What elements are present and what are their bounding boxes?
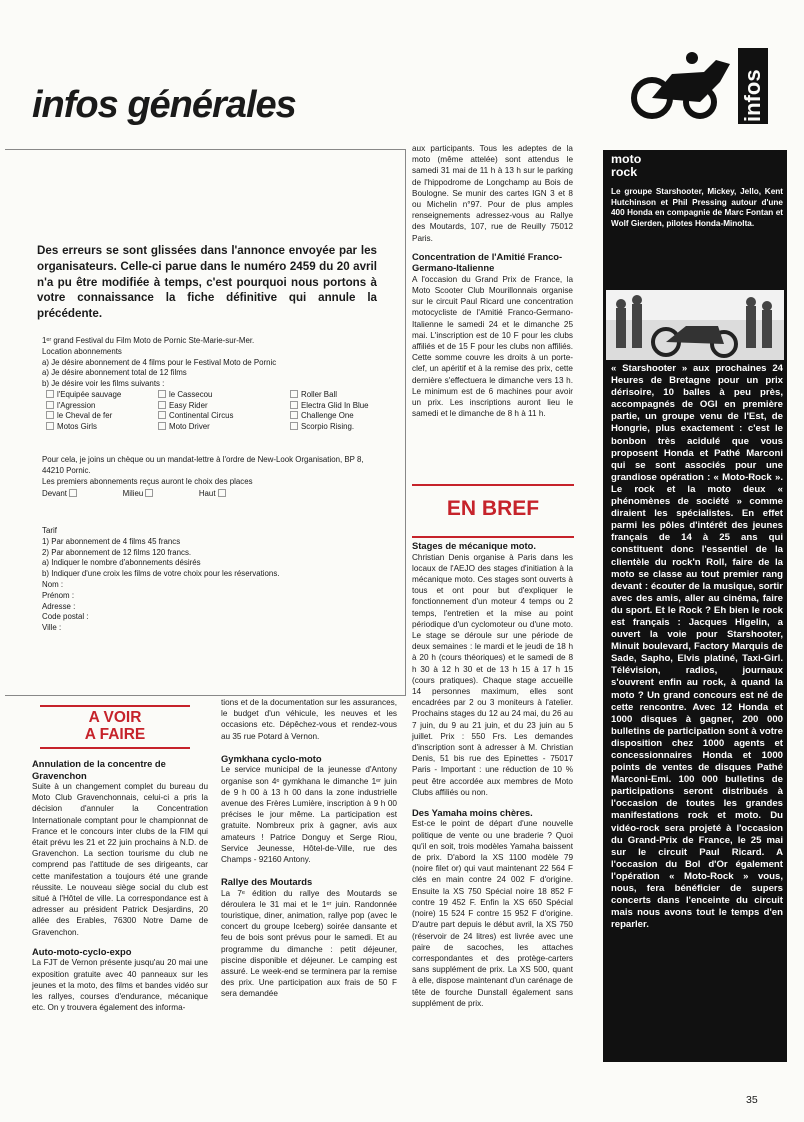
- field-ville[interactable]: Ville :: [42, 623, 62, 633]
- column-3-bottom: [412, 540, 573, 1009]
- festival-title: 1ᵉʳ grand Festival du Film Moto de Pornic Ste-Marie-sur-Mer.: [42, 336, 255, 345]
- places-text: Les premiers abonnements reçus auront le choix des places: [42, 476, 253, 486]
- checkbox[interactable]: [46, 401, 54, 409]
- seat-milieu[interactable]: Milieu: [123, 489, 157, 498]
- text-vernon-cont: tions et de la documentation sur les assurances, le budget d'un véhicule, les neuves et les occasions etc. Dépêchez-vous et rendez-vous au 35 rue Potard à Vernon.: [221, 698, 397, 741]
- text-stages: Christian Denis organise à Paris dans les locaux de l'AEJO des stages d'initiation à la mécanique moto. Ces stages sont ouverts à tous et ont pour but d'expliquer le fonctionnement d'un moteur 4 temps ou 2 temps, l'entretien et la mise au point périodique d'un cyclomoteur ou d'une moto. Le stage se déroule sur une période de deux semaines : le mardi et le jeudi de 18 h à 20 h (cours théoriques) et le samedi de 8 h 30 à 12 h 30 et de 13 h 15 à 17 h 15 (cours pratiques). Chaque stage accueille 14 personnes maximum, elles sont encadrées par 2 ou 3 moniteurs à l'atelier. Prochains stages du 12 au 24 mai, du 26 au 7 juin, du 9 au 21 juin, et du 23 juin au 5 juillet. Prix : 550 Frs. Les demandes d'inscription sont à adresser à M. Christian Denis, 51 bis rue des Epinettes - 75017 Paris - Important : une réduction de 10 % peut être accordée aux membres de Moto Clubs affiliés ou non.: [412, 552, 573, 797]
- seat-haut[interactable]: Haut: [199, 489, 229, 498]
- logo-text: infos: [740, 69, 765, 122]
- heading-concentration: Concentration de l'Amitié Franco-Germano-Italienne: [412, 250, 563, 274]
- field-prenom[interactable]: Prénom :: [42, 590, 75, 600]
- page-number: 35: [746, 1094, 758, 1106]
- form-tarif: [42, 526, 382, 634]
- checkbox[interactable]: [46, 422, 54, 430]
- text-yamaha: Est-ce le point de départ d'une nouvelle politique de vente ou une braderie ? Quoi qu'il en soit, trois modèles Yamaha baissent de prix. D'abord la XS 1100 modèle 79 (noire filet or) qui vaut maintenant 22 564 F clés en main contre 24 002 F d'origine. Ensuite la XS 750 Spécial noire 18 852 F contre 19 452 F. Enfin la XS 650 Spécial (noire) 15 524 F contre 15 952 F d'origine. D'autre part depuis le début avril, la XS 750 (réservoir de 24 litres) est livrée avec une paire de sacoches, les attaches correspondantes et des protège-carters sans supplément de prix. La XS 500, quant à elle, dispose maintenant d'un carénage de tête de fourche Dunstall également sans supplément de prix.: [412, 819, 573, 1008]
- column-1: [32, 758, 208, 1013]
- text-moutards: La 7ᵉ édition du rallye des Moutards se déroulera le 31 mai et le 1ᵉʳ juin. Randonnée touristique, diner, animation, rallye pop (avec le concert du groupe Iceberg) soirée dansante et feu de bois sont prévus pour le samedi. Et au programme du dimanche : petit déjeuner, piscine disponible et déjeuner. Le camping est assuré. Le week-end se terminera par la remise des prix. Une participation aux frais de 50 F sera demandée: [221, 888, 397, 999]
- heading-gravenchon: Annulation de la concentre de Gravenchon: [32, 758, 166, 781]
- checkbox[interactable]: [46, 390, 54, 398]
- sidebar-article: « Starshooter » aux prochaines 24 Heures de Bretagne pour un prix dérisoire, 10 balles à peu près, accompagnés de OGI en première partie, un groupe venu de l'Est, de Hongrie, plus exactement : c'est le bonbon très acidulé que vous proposent Honda et Pathé Marconi qui se sont associés pour une grandiose opération : « Moto-Rock ». Le rock et la moto deux « phénomènes de société » comme diraient les spécialistes. En effet parmi les pôles d'intérêt des jeunes français de 14 à 25 ans qui constituent donc l'essentiel de la clientèle du rock'n Roll, faire de la moto se classe au tout premier rang devant : écouter de la musique, sortir avec des amis, aller au cinéma, faire du sport. Et le Rock ? Eh bien le rock est français : Jacques Higelin, a ouvert la voie pour Starshooter, Minuit boulevard, Factory Marquis de Sade, Sapho, Elvis platiné, Taxi-Girl. Télévision, radios, journaux s'ouvrent enfin au rock, à quand la moto ? Un grand concours est né de cette rencontre. Avec 12 Honda et 1000 disques à gagner, 200 000 bulletins de participation sont à votre disposition chez 1000 agents et concessionnaires Honda et 1000 points de ventes de disques Pathé Marconi-Emi. 100 000 bulletins de participations seront distribués à l'occasion de toutes les grandes manifestations rock et moto. Du vidéo-rock sera projeté à l'occasion du Grand-Prix de France, le 25 mai sur le circuit Paul Ricard. A l'occasion du Bol d'Or également l'opération « Moto-Rock » vous, nous, fera bénéficier de supers concerts dans l'enceinte du circuit mais nous avons tout le temps d'en reparler.: [611, 363, 783, 931]
- option-a-12films[interactable]: a) Je désire abonnement total de 12 films: [42, 368, 187, 378]
- seat-devant[interactable]: Devant: [42, 489, 80, 498]
- checkbox[interactable]: [46, 411, 54, 419]
- text-moutards-cont: aux participants. Tous les adeptes de la moto (même attelée) sont attendus le samedi 31 mai de 11 h à 13 h sur le parking de l'hippodrome de Longchamp au Bois de Boulogne. Se munir des cartes IGN 3 et 8 ou Michelin n°97. Pour de plus amples renseignements adressez-vous au Rallye des Moutards, 107, rue de Reuilly 75012 Paris.: [412, 144, 573, 243]
- checkbox[interactable]: [158, 422, 166, 430]
- checkbox[interactable]: [290, 422, 298, 430]
- checkbox[interactable]: [290, 390, 298, 398]
- tarif-b: b) Indiquer d'une croix les films de votre choix pour les réservations.: [42, 569, 280, 579]
- checkbox[interactable]: [158, 411, 166, 419]
- heading-yamaha: Des Yamaha moins chères.: [412, 806, 533, 818]
- checkbox[interactable]: [290, 401, 298, 409]
- heading-gymkhana: Gymkhana cyclo-moto: [221, 752, 322, 764]
- checkbox[interactable]: [158, 390, 166, 398]
- text-concentration: A l'occasion du Grand Prix de France, la Moto Scooter Club Mourillonnais organise sur le circuit Paul Ricard une concentration motocycliste de l'Amitié Franco-Germano-Italienne le samedi 24 et le dimanche 25 mai. L'inscription est de 10 F pour les clubs affiliés et de 15 F pour les clubs non affiliés. Cette somme couvre les droits à un porte-clef, un apéritif et à la remise des prix, cette dernière s'effectuera le dimanche vers 13 h. Le minimum est de 6 machines pour avoir un prix. Les inscriptions auront lieu le samedi et le dimanche de 8 h à 11 h.: [412, 274, 573, 419]
- text-gravenchon: Suite à un changement complet du bureau du Moto Club Gravenchonnais, celui-ci a pris la décision d'annuler la Concentration Internationale comptant pour le championnat de France et le concours inter clubs de la FIM qui était prévu les 21 et 22 juin prochains à N.D. de Gravenchon. La section tourisme du club ne comprend pas l'attitude de ses dirigeants, car cette manifestation a toujours été une grande réussite. Le nouveau siège social du club est situé à l'Hôtel de ville. La correspondance est à adresser au président Patrick Desjardins, 20 allée des Erables, 76300 Notre Dame de Gravenchon.: [32, 782, 208, 937]
- motorcycle-logo-icon: [612, 46, 772, 126]
- location-label: Location abonnements: [42, 346, 122, 356]
- heading-moutards: Rallye des Moutards: [221, 876, 313, 888]
- field-nom[interactable]: Nom :: [42, 579, 64, 589]
- column-3-top: [412, 143, 573, 419]
- tarif-2: 2) Par abonnement de 12 films 120 francs.: [42, 547, 192, 557]
- en-bref-banner: EN BREF: [412, 484, 574, 538]
- field-adresse[interactable]: Adresse :: [42, 601, 76, 611]
- option-b: b) Je désire voir les films suivants :: [42, 379, 165, 389]
- text-gymkhana: Le service municipal de la jeunesse d'Antony organise son 4ᵉ gymkhana le dimanche 1ᵉʳ juin de 9 h 00 à 13 h 00 dans la zone industrielle avenue des Frères Lumière, inscription à 9 h 00 précises le jour même. La participation est gratuite. Nombreux prix à gagner, avis aux amateurs ! Patrice Donguy et Serge Riou, Service Jeunesse, Hôtel-de-Ville, rue des Champs - 92160 Antony.: [221, 765, 397, 864]
- field-code-postal[interactable]: Code postal :: [42, 612, 89, 622]
- form-payment: [42, 455, 382, 500]
- film-choices: l'Equipée sauvage le Cassecou Roller Ball l'Agression Easy Rider Electra Glid In Blue le Cheval de fer Continental Circus Challenge One Motos Girls Moto Driver Scorpio Rising.: [46, 390, 369, 432]
- text-expo: La FJT de Vernon présente jusqu'au 20 mai une exposition gratuite avec 40 panneaux sur les jeunes et la moto, des films et bandes vidéo sur les rallyes, courses d'endurance, mécanique etc. On y trouvera également des informa-: [32, 958, 208, 1013]
- heading-expo: Auto-moto-cyclo-expo: [32, 945, 132, 957]
- checkbox[interactable]: [290, 411, 298, 419]
- sidebar-heading: moto rock: [611, 152, 642, 179]
- page-title: infos générales: [32, 84, 296, 126]
- form-intro: Des erreurs se sont glissées dans l'annonce envoyée par les organisateurs. Celle-ci parue dans le numéro 2459 du 20 avril n'a pu être modifiée à temps, c'est pourquoi nous portons à votre connaissance la fiche définitive qui annule la précédente.: [37, 244, 377, 321]
- form-body: [42, 336, 372, 432]
- tarif-a: a) Indiquer le nombre d'abonnements désirés: [42, 558, 201, 568]
- option-a-4films[interactable]: a) Je désire abonnement de 4 films pour le Festival Moto de Pornic: [42, 357, 277, 367]
- checkbox[interactable]: [158, 401, 166, 409]
- a-voir-banner: A VOIR A FAIRE: [40, 705, 190, 749]
- column-2: [221, 697, 397, 1000]
- sidebar-intro: Le groupe Starshooter, Mickey, Jello, Kent Hutchinson et Phil Pressing autour d'une 400 Honda en compagnie de Marc Fontan et Wolf Gierden, pilotes Honda-Minolta.: [611, 187, 783, 228]
- tarif-label: Tarif: [42, 526, 57, 535]
- heading-stages: Stages de mécanique moto.: [412, 540, 536, 551]
- tarif-1: 1) Par abonnement de 4 films 45 francs: [42, 536, 181, 546]
- cheque-text: Pour cela, je joins un chèque ou un mandat-lettre à l'ordre de New-Look Organisation, BP 8, 44210 Pornic.: [42, 455, 364, 475]
- band-photo: [606, 290, 784, 360]
